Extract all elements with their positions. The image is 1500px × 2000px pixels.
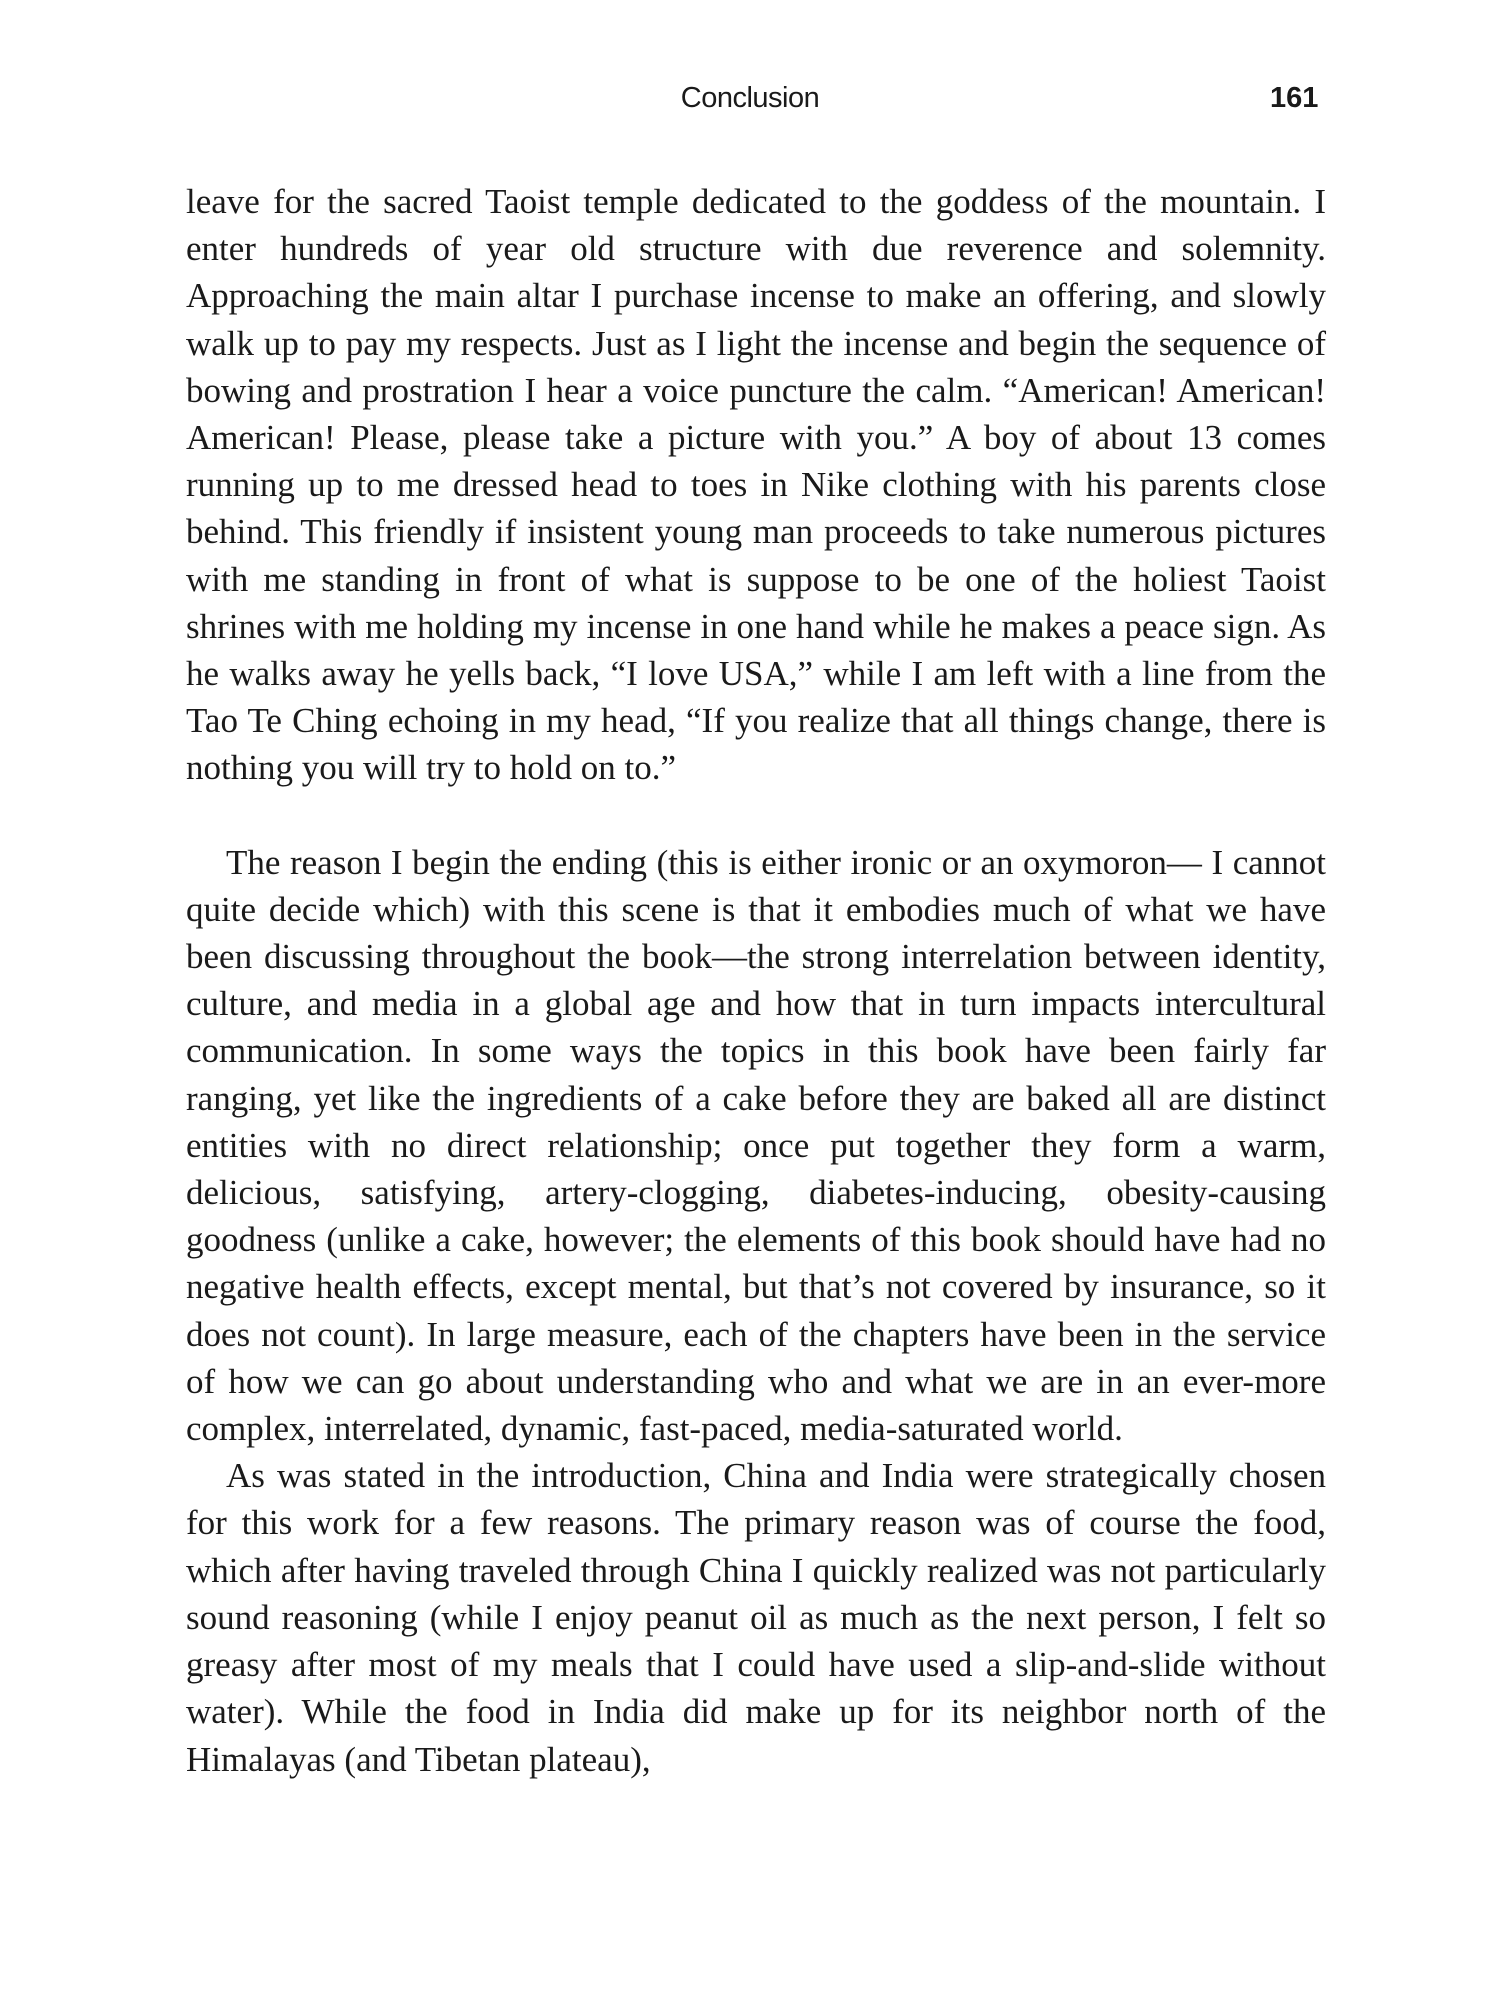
paragraph-china-india: As was stated in the introduction, China and India were strategically chosen for this work for a few reasons. The primary reason was of course the food, which after having traveled through China I quickly realized was not particularly sound reasoning (while I enjoy peanut oil as much as the next person, I felt so greasy after most of my meals that I could have used a slip-and-slide without water). While the food in India did make up for its neighbor north of the Himalayas (and Tibetan plateau), (186, 1456, 1326, 1779)
page-number: 161 (1270, 82, 1319, 114)
running-head (0, 82, 1500, 122)
paragraph-temple-scene: leave for the sacred Taoist temple dedicated to the goddess of the mountain. I enter hundreds of year old structure with due reverence and solemnity. Approaching the main altar I purchase incense to make an offering, and slowly walk up to pay my respects. Just as I light the incense and begin the sequence of bowing and prostration I hear a voice puncture the calm. “American! American! American! Please, please take a picture with you.” A boy of about 13 comes running up to me dressed head to toes in Nike clothing with his parents close behind. This friendly if insistent young man proceeds to take numerous pictures with me standing in front of what is suppose to be one of the holiest Taoist shrines with me holding my incense in one hand while he makes a peace sign. As he walks away he yells back, “I love USA,” while I am left with a line from the Tao Te Ching echoing in my head, “If you realize that all things change, there is nothing you will try to hold on to.” (186, 182, 1326, 788)
running-title: Conclusion (680, 82, 820, 114)
body-text (186, 178, 1326, 1783)
paragraph-reason-ending: The reason I begin the ending (this is either ironic or an oxymoron— I cannot quite decide which) with this scene is that it embodies much of what we have been discussing throughout the book—the strong interrelation between identity, culture, and media in a global age and how that in turn impacts intercultural communication. In some ways the topics in this book have been fairly far ranging, yet like the ingredients of a cake before they are baked all are distinct entities with no direct relationship; once put together they form a warm, delicious, satisfying, artery-clogging, diabetes-inducing, obesity-causing goodness (unlike a cake, however; the elements of this book should have had no negative health effects, except mental, but that’s not covered by insurance, so it does not count). In large measure, each of the chapters have been in the service of how we can go about understanding who and what we are in an ever-more complex, interrelated, dynamic, fast-paced, media-saturated world. (186, 842, 1326, 1449)
